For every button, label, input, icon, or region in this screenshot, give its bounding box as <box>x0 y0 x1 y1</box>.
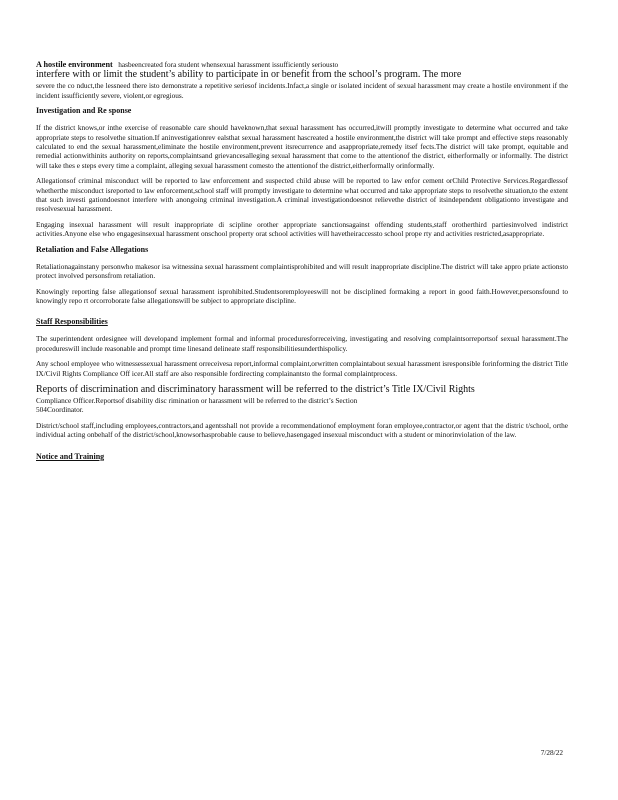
staff-paragraph-2: Any school employee who witnessessexual harassment orreceivesa report,informal complaint,orwritten complaintabout sexual harassment isresponsible forinforming the district Title IX/Civil Rights Compliance Off icer.All staff are also responsible fordirecting complainantsto the formal complaintprocess. <box>36 359 568 378</box>
hostile-environment-line1: hasbeencreated fora student whensexual harassment issufficiently seriousto <box>118 60 339 69</box>
retaliation-heading: Retaliation and False Allegations <box>36 244 149 254</box>
hostile-environment-line2: interfere with or limit the student’s ability to participate in or benefit from the school’s program. The more <box>36 69 462 81</box>
staff-paragraph-3 <box>36 384 568 415</box>
staff-paragraph-3-line3: 504Coordinator. <box>36 405 84 415</box>
investigation-paragraph-1: If the district knows,or inthe exercise of reasonable care should haveknown,that sexual harassment has occurred,itwill promptly investigate to determine what occurred and take appropriate steps to resolvethe situation.If aninvestigationrev ealsthat sexual harassment hascreated a hostile environment,the district will take prompt and effective steps reasonably calculated to end the sexual harassment,eliminate the hostile environment,prevent itsrecurrence and asappropriate,remedy itsef fects.The district will take prompt, equitable and remedial actionwithinits authority on reports,complaintsand grievancesalleging sexual harassment that come to the attentionof the district, eitherformally or informally. The district will take thes e steps every time a complaint, alleging sexual harassment comesto the attentionof the district,eitherformally orinformally. <box>36 123 568 170</box>
staff-paragraph-4: District/school staff,including employees,contractors,and agentsshall not provide a recommendationof employment foran employee,contractor,or agent that the distric t/school, orthe individual acting onbehalf of the district/school,knowsorhasprobable cause to believe,hasengaged insexual misconduct with a student or minorinviolation of the law. <box>36 420 568 440</box>
hostile-environment-lead: A hostile environment <box>36 60 113 69</box>
retaliation-paragraph-2: Knowingly reporting false allegationsof sexual harassment isprohibited.Studentsoremployeeswill not be disciplined formaking a report in good faith.However,personsfound to knowingly repo rt orcorroborate false allegationswill be subject to appropriate discipline. <box>36 286 568 305</box>
staff-paragraph-3-line2-text: Compliance Officer.Reportsof disability disc rimination or harassment will be referred to the district’s Section <box>36 395 358 405</box>
investigation-paragraph-3: Engaging insexual harassment will result inappropriate di scipline orother appropriate sanctionsagainst offending students,staff orotherthird partiesinvolved indistrict activities.Anyone else who engagesinsexual harassment onschool property orat school activities will havetheiraccessto school prope rty and activities restricted,asappropriate. <box>36 219 568 239</box>
policy-page <box>36 60 568 469</box>
staff-paragraph-3-line2 <box>36 396 568 405</box>
hostile-environment-line3: severe the co nduct,the lessneed there isto demonstrate a repetitive seriesof incidents.Infact,a single or isolated incident of sexual harassment may create a hostile environment if the incident issufficiently severe, violent,or egregious. <box>36 81 568 100</box>
staff-paragraph-3-line1: Reports of discrimination and discriminatory harassment will be referred to the district’s Title IX/Civil Rights <box>36 383 475 395</box>
staff-heading: Staff Responsibilities <box>36 317 108 327</box>
notice-heading: Notice and Training <box>36 451 105 461</box>
retaliation-paragraph-1: Retaliationagainstany personwho makesor isa witnessina sexual harassment complaintisprohibited and will result inappropriate discipline.The district will take appro priate actionsto protect involved personsfrom retaliation. <box>36 261 568 281</box>
footer-date: 7/28/22 <box>540 748 563 757</box>
staff-paragraph-1: The superintendent ordesignee will developand implement formal and informal proceduresforreceiving, investigating and resolving complaintsorreportsof sexual harassment.The procedureswill include reasonable and prompt time linesand delineate staff responsibilitiesunderthispolicy. <box>36 334 568 353</box>
investigation-heading: Investigation and Re sponse <box>36 106 132 116</box>
investigation-paragraph-2: Allegationsof criminal misconduct will be reported to law enforcement and suspected child abuse will be reported to law enfor cement orChild Protective Services.Regardlessof whetherthe misconduct isreported to law enforcement,school staff will promptly investigate to determine what occurred and take appropriate steps to resolvethe situation,to the extent that such investi gationdoesnot interfere with anongoing criminal investigation.A criminal investigationdoesnot relievethe district of itsindependent obligationto investigate and resolvesexual harassment. <box>36 176 568 214</box>
hostile-environment-paragraph <box>36 60 568 100</box>
